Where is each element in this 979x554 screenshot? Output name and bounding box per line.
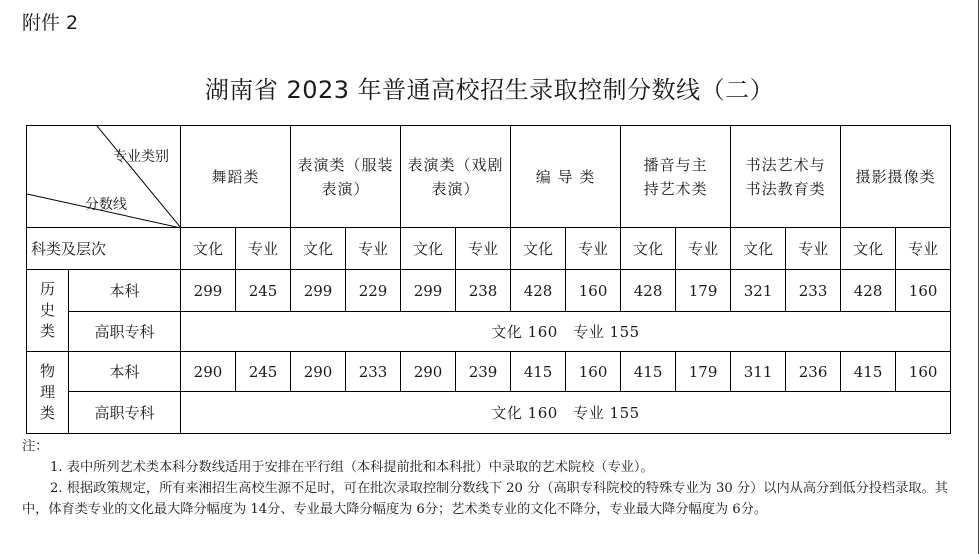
sub-header-major: 专业 — [896, 228, 951, 270]
score-cell: 236 — [786, 352, 841, 392]
score-cell: 290 — [291, 352, 346, 392]
score-cell: 428 — [621, 270, 676, 312]
score-cell: 160 — [566, 270, 621, 312]
merged-score-cell: 文化 160 专业 155 — [181, 312, 951, 352]
score-cell: 415 — [841, 352, 896, 392]
table-row — [27, 352, 951, 392]
sub-header-culture: 文化 — [401, 228, 456, 270]
notes-label: 注： — [22, 439, 49, 454]
score-cell: 299 — [181, 270, 236, 312]
score-cell: 179 — [676, 270, 731, 312]
sub-header-major: 专业 — [346, 228, 401, 270]
sub-header-culture: 文化 — [841, 228, 896, 270]
category-header: 表演类（服装表演） — [291, 126, 401, 228]
notes-section — [22, 436, 962, 520]
score-cell: 238 — [456, 270, 511, 312]
sub-header-major: 专业 — [456, 228, 511, 270]
score-cell: 239 — [456, 352, 511, 392]
merged-score-cell: 文化 160 专业 155 — [181, 392, 951, 434]
sub-header-major: 专业 — [566, 228, 621, 270]
score-cell: 160 — [566, 352, 621, 392]
score-cell: 229 — [346, 270, 401, 312]
sub-header-culture: 文化 — [731, 228, 786, 270]
group-label-history: 历史类 — [27, 270, 69, 352]
sub-header-major: 专业 — [676, 228, 731, 270]
sub-header-major: 专业 — [786, 228, 841, 270]
score-cell: 415 — [511, 352, 566, 392]
score-table — [26, 125, 951, 434]
score-cell: 415 — [621, 352, 676, 392]
score-cell: 299 — [401, 270, 456, 312]
score-cell: 233 — [786, 270, 841, 312]
table-row — [27, 312, 951, 352]
score-cell: 321 — [731, 270, 786, 312]
note-item: 1. 表中所列艺术类本科分数线适用于安排在平行组（本科提前批和本科批）中录取的艺术院校（专业）。 — [50, 460, 654, 475]
level-label: 本科 — [69, 352, 181, 392]
score-cell: 160 — [896, 270, 951, 312]
score-cell: 233 — [346, 352, 401, 392]
corner-header — [27, 126, 181, 228]
level-label: 本科 — [69, 270, 181, 312]
group-label-physics: 物理类 — [27, 352, 69, 434]
category-header: 表演类（戏剧表演） — [401, 126, 511, 228]
level-label: 高职专科 — [69, 392, 181, 434]
score-cell: 428 — [511, 270, 566, 312]
score-cell: 290 — [181, 352, 236, 392]
score-cell: 179 — [676, 352, 731, 392]
score-cell: 160 — [896, 352, 951, 392]
table-row — [27, 270, 951, 312]
category-header: 编 导 类 — [511, 126, 621, 228]
corner-label-category: 专业类别 — [113, 149, 169, 165]
sub-header-culture: 文化 — [181, 228, 236, 270]
corner-label-level: 科类及层次 — [27, 228, 181, 270]
score-cell: 311 — [731, 352, 786, 392]
category-header: 舞蹈类 — [181, 126, 291, 228]
page-title: 湖南省 2023 年普通高校招生录取控制分数线（二） — [204, 76, 775, 104]
category-header: 摄影摄像类 — [841, 126, 951, 228]
score-cell: 290 — [401, 352, 456, 392]
category-header: 书法艺术与书法教育类 — [731, 126, 841, 228]
attachment-label: 附件 2 — [22, 12, 79, 34]
score-cell: 299 — [291, 270, 346, 312]
table-row — [27, 392, 951, 434]
score-cell: 428 — [841, 270, 896, 312]
level-label: 高职专科 — [69, 312, 181, 352]
score-cell: 245 — [236, 270, 291, 312]
sub-header-culture: 文化 — [621, 228, 676, 270]
category-header: 播音与主持艺术类 — [621, 126, 731, 228]
score-cell: 245 — [236, 352, 291, 392]
sub-header-culture: 文化 — [511, 228, 566, 270]
sub-header-row — [27, 228, 951, 270]
note-item: 2. 根据政策规定，所有来湘招生高校生源不足时，可在批次录取控制分数线下 20 分（高职专科院校的特殊专业为 30 分）以内从高分到低分投档录取。其中，体育类专业的文化最大降分幅度为 14分、专业最大降分幅度为 6分；艺术类专业的文化不降分，专业最大降分幅度为 6分。 — [22, 481, 948, 517]
sub-header-culture: 文化 — [291, 228, 346, 270]
corner-label-score: 分数线 — [85, 197, 127, 213]
sub-header-major: 专业 — [236, 228, 291, 270]
